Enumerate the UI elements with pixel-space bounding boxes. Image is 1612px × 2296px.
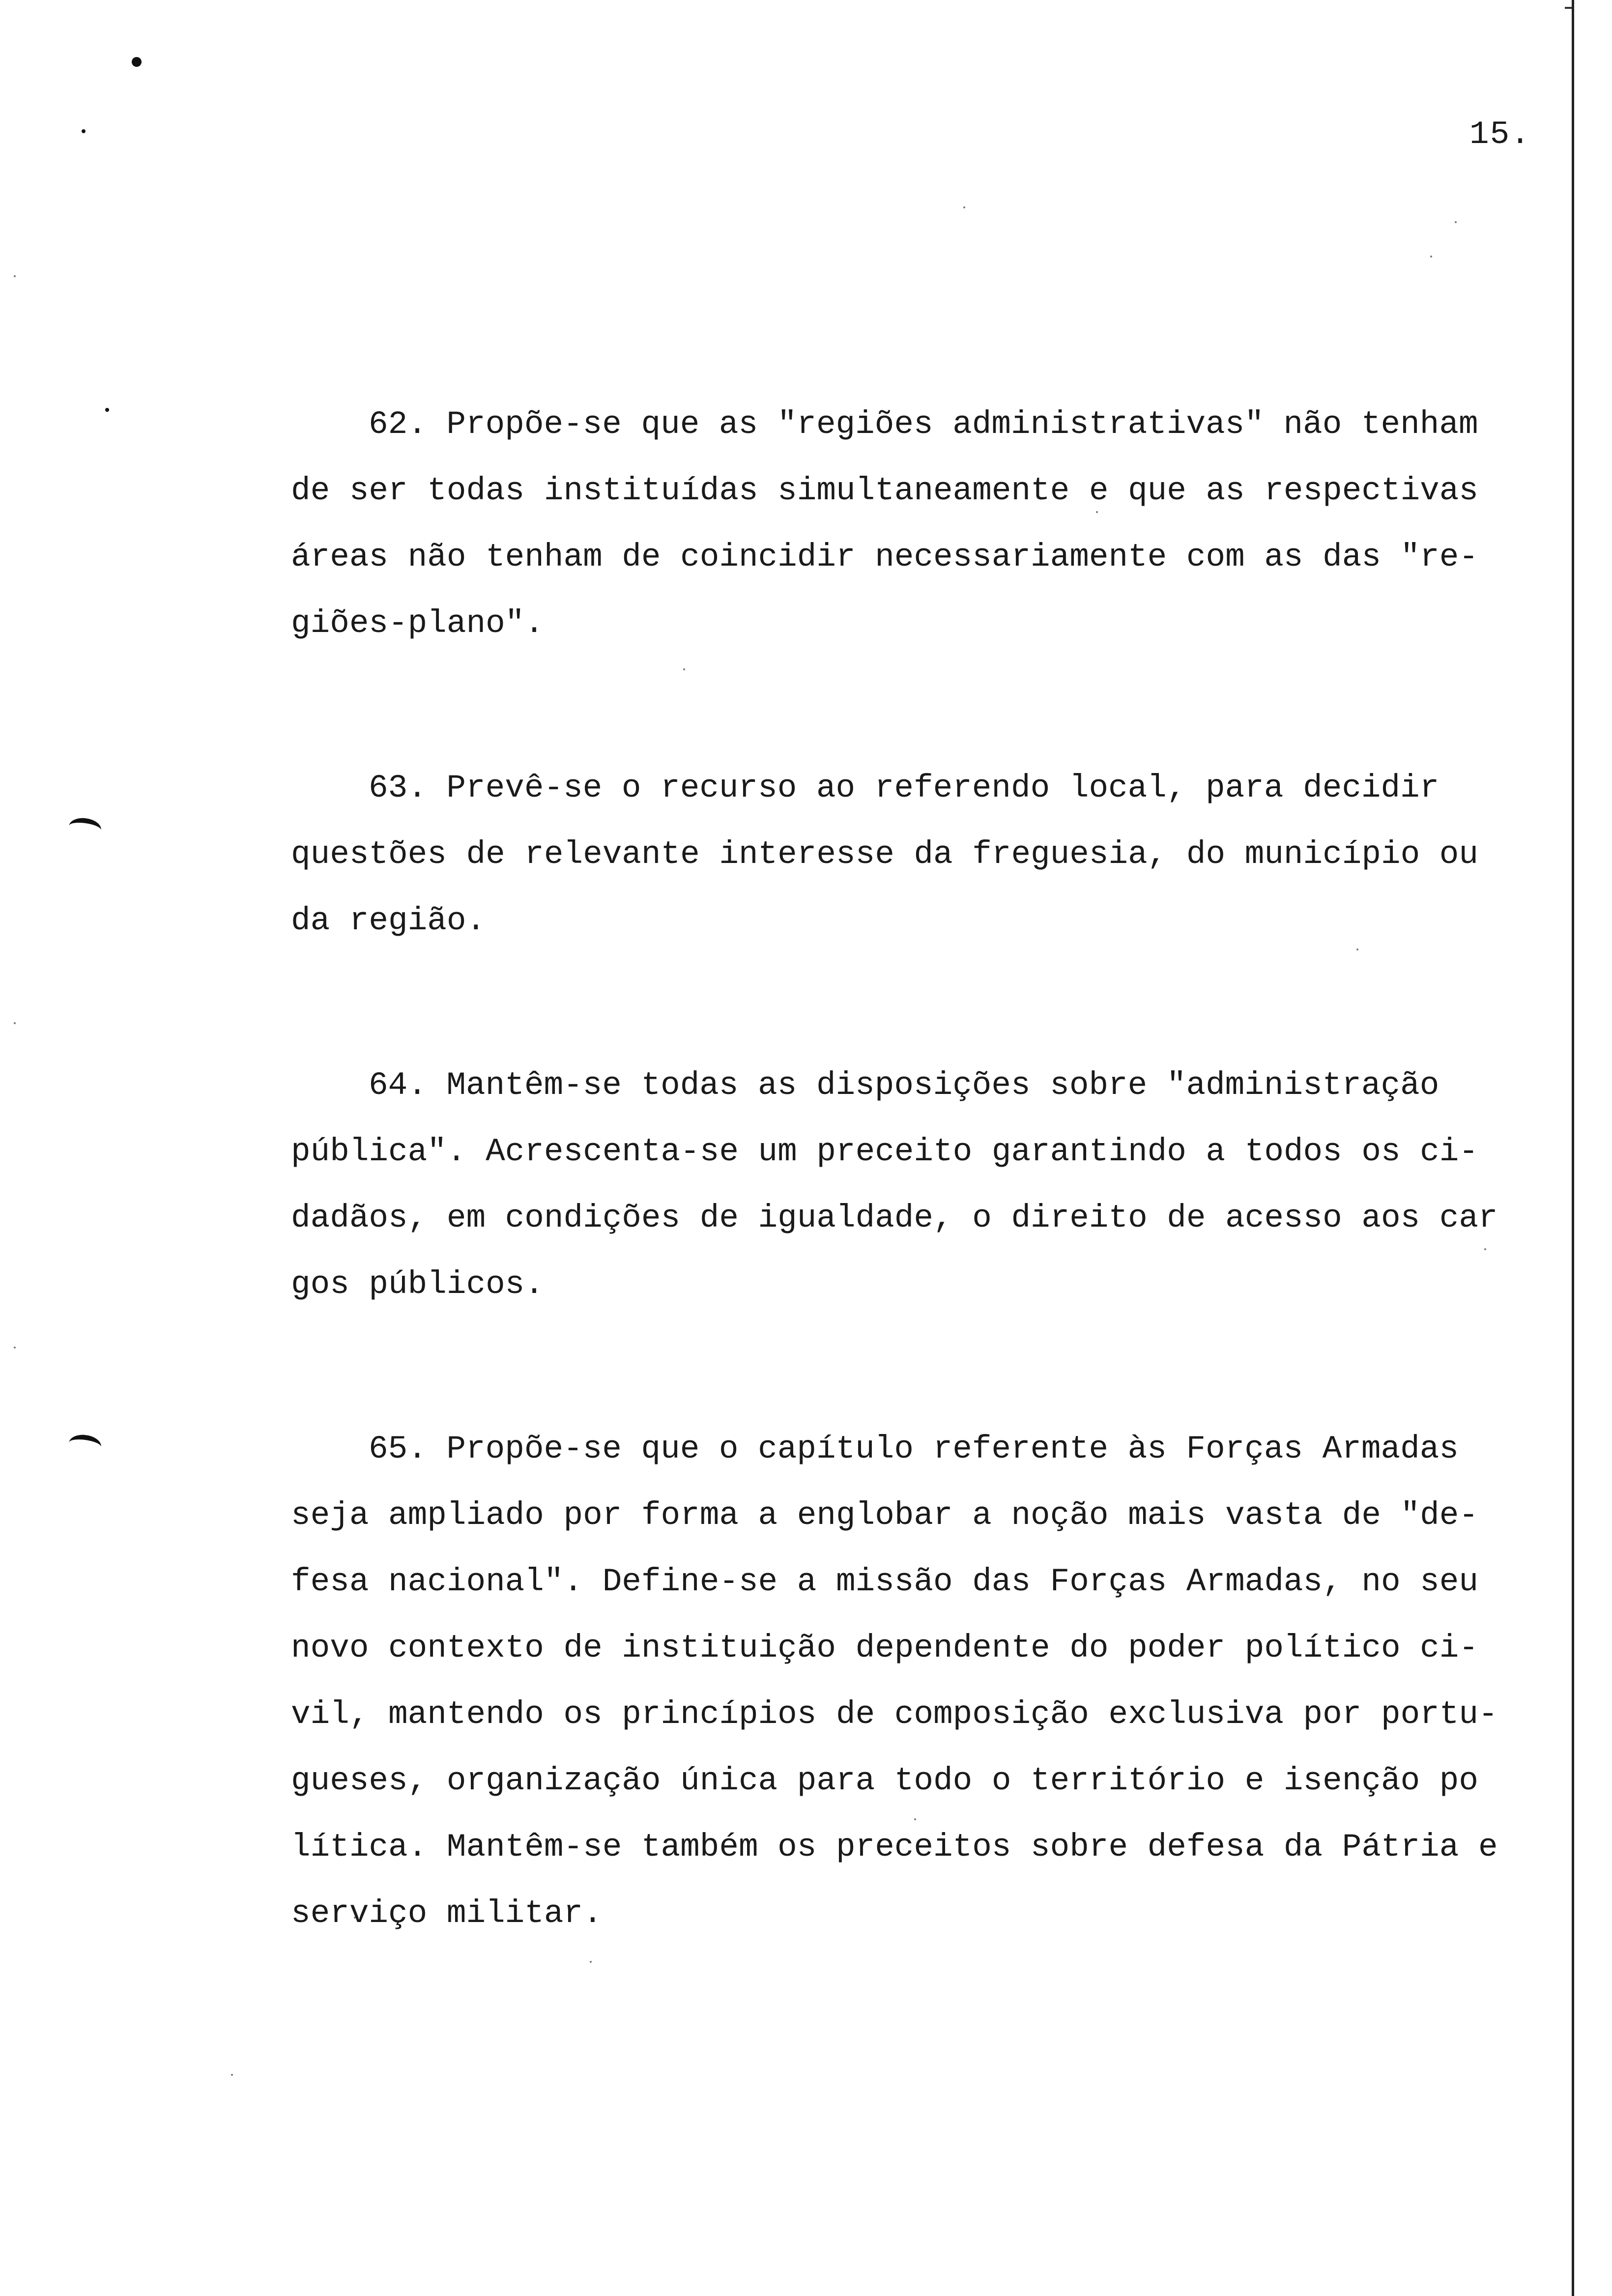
body-text bbox=[291, 391, 1520, 2045]
punch-hole-mark bbox=[68, 1433, 103, 1457]
text-line: questões de relevante interesse da freguesia, do município ou bbox=[291, 836, 1478, 873]
text-line: da região. bbox=[291, 902, 486, 939]
paragraph-64 bbox=[291, 1052, 1520, 1318]
text-line: de ser todas instituídas simultaneamente e que as respectivas bbox=[291, 472, 1478, 509]
paragraph-62 bbox=[291, 391, 1520, 657]
text-line: vil, mantendo os princípios de composição exclusiva por portu- bbox=[291, 1696, 1498, 1733]
paragraph-63 bbox=[291, 755, 1520, 954]
ink-dot bbox=[132, 57, 142, 67]
page-edge-tick bbox=[1565, 7, 1572, 9]
text-line: 63. Prevê-se o recurso ao referendo local, para decidir bbox=[369, 770, 1439, 806]
text-line: novo contexto de instituição dependente do poder político ci- bbox=[291, 1630, 1478, 1666]
text-line: dadãos, em condições de igualdade, o direito de acesso aos car bbox=[291, 1200, 1498, 1236]
text-line: fesa nacional". Define-se a missão das Forças Armadas, no seu bbox=[291, 1563, 1478, 1600]
text-line: gueses, organização única para todo o território e isenção po bbox=[291, 1762, 1478, 1799]
text-line: serviço militar. bbox=[291, 1895, 603, 1932]
text-line: seja ampliado por forma a englobar a noção mais vasta de "de- bbox=[291, 1497, 1478, 1534]
ink-dot bbox=[82, 129, 86, 133]
text-line: giões-plano". bbox=[291, 605, 544, 642]
ink-dot bbox=[105, 408, 109, 412]
text-line: pública". Acrescenta-se um preceito garantindo a todos os ci- bbox=[291, 1133, 1478, 1170]
text-line: 62. Propõe-se que as "regiões administrativas" não tenham bbox=[369, 406, 1478, 443]
text-line: gos públicos. bbox=[291, 1266, 544, 1303]
page-edge-rule bbox=[1572, 0, 1574, 2296]
paragraph-65 bbox=[291, 1416, 1520, 1947]
text-line: lítica. Mantêm-se também os preceitos sobre defesa da Pátria e bbox=[291, 1829, 1498, 1866]
text-line: áreas não tenham de coincidir necessariamente com as das "re- bbox=[291, 539, 1478, 575]
punch-hole-mark bbox=[68, 816, 103, 840]
text-line: 65. Propõe-se que o capítulo referente às Forças Armadas bbox=[369, 1431, 1459, 1467]
page-number: 15. bbox=[1469, 116, 1531, 153]
text-line: 64. Mantêm-se todas as disposições sobre "administração bbox=[369, 1067, 1439, 1104]
